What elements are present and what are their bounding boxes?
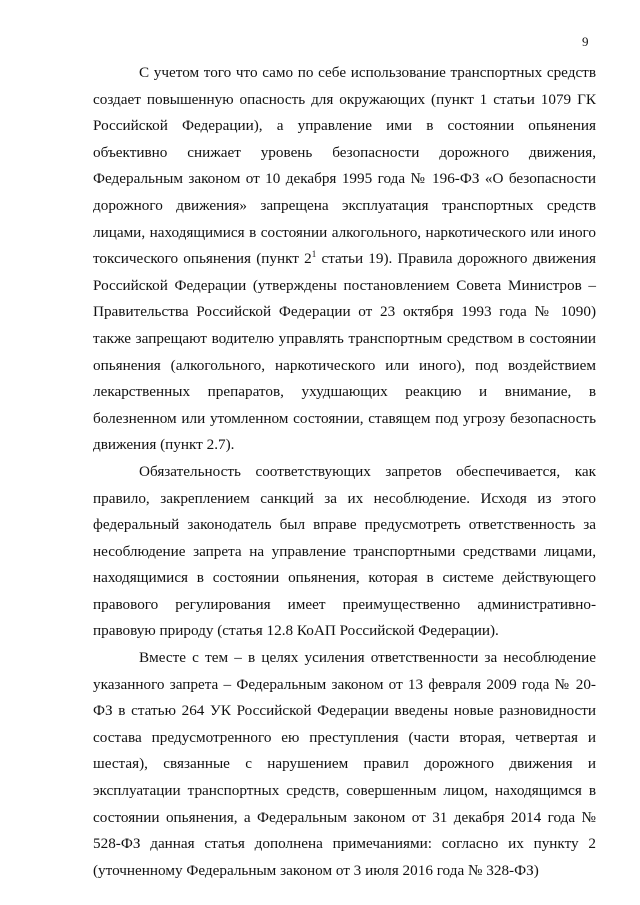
paragraph-1 [93, 60, 596, 459]
page-number: 9 [582, 34, 589, 49]
paragraph-1-superscript: 1 [311, 249, 317, 260]
paragraph-1-text-start: С учетом того что само по себе использование транспортных средств создает повышенную опасность для окружающих (пункт 1 статьи 1079 ГК Российской Федерации), а управление ими в состоянии опьянения объективно снижает уровень безопасности дорожного движения, Федеральным законом от 10 декабря 1995 года № 196-ФЗ «О безопасности дорожного движения» запрещена эксплуатация транспортных средств лицами, находящимися в состоянии алкогольного, наркотического или иного токсического опьянения (пункт 2 [93, 64, 596, 268]
paragraph-3: Вместе с тем – в целях усиления ответственности за несоблюдение указанного запрета – Федеральным законом от 13 февраля 2009 года № 20-ФЗ в статью 264 УК Российской Федерации введены новые разновидности состава предусмотренного ею преступления (части вторая, четвертая и шестая), связанные с нарушением правил дорожного движения и эксплуатации транспортных средств, совершенным лицом, находящимся в состоянии опьянения, а Федеральным законом от 31 декабря 2014 года № 528-ФЗ данная статья дополнена примечаниями: согласно их пункту 2 (уточненному Федеральным законом от 3 июля 2016 года № 328-ФЗ) [93, 649, 596, 879]
paragraph-2: Обязательность соответствующих запретов обеспечивается, как правило, закреплением санкций за их несоблюдение. Исходя из этого федеральный законодатель был вправе предусмотреть ответственность за несоблюдение запрета на управление транспортными средствами лицами, находящимися в состоянии опьянения, которая в системе действующего правового регулирования имеет преимущественно административно-правовую природу (статья 12.8 КоАП Российской Федерации). [93, 462, 596, 640]
document-body [93, 60, 596, 884]
paragraph-1-text-end: статьи 19). Правила дорожного движения Российской Федерации (утверждены постановлением Совета Министров – Правительства Российской Федерации от 23 октября 1993 года № 1090) также запрещают водителю управлять транспортным средством в состоянии опьянения (алкогольного, наркотического или иного), под воздействием лекарственных препаратов, ухудшающих реакцию и внимание, в болезненном или утомленном состоянии, ставящем под угрозу безопасность движения (пункт 2.7). [93, 250, 597, 454]
